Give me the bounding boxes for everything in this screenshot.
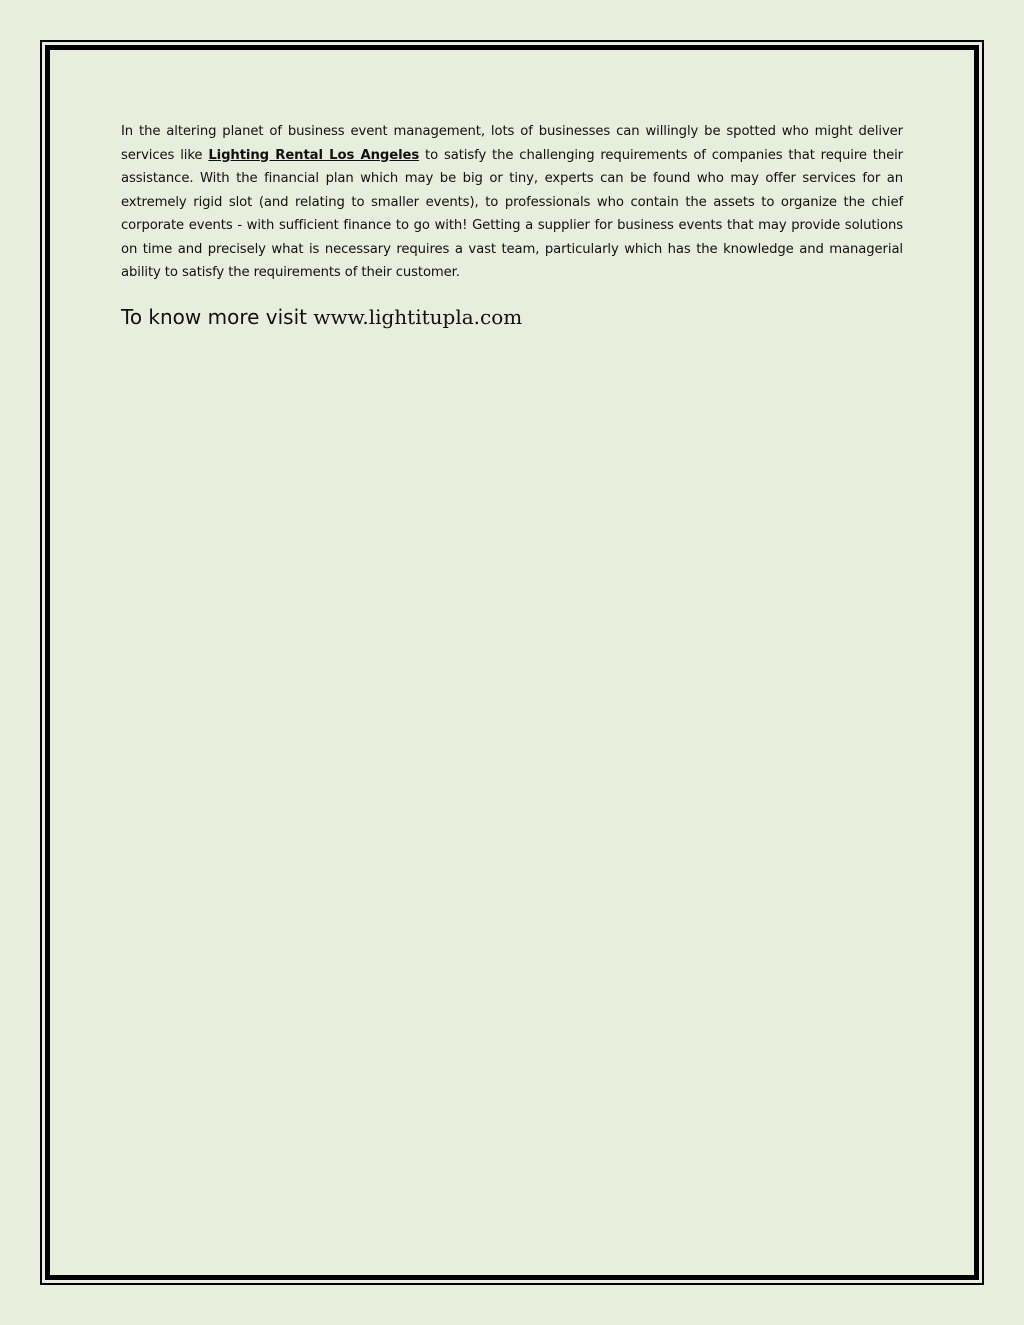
lighting-rental-link[interactable]: Lighting Rental Los Angeles bbox=[208, 147, 420, 163]
body-paragraph bbox=[121, 120, 903, 285]
paragraph-text-before-link: In the altering planet of business event management, lots of businesses can willingly be spotted who might deliver services like bbox=[121, 124, 903, 163]
visit-prefix: To know more visit bbox=[121, 304, 314, 329]
paragraph-text-after-link: to satisfy the challenging requirements of companies that require their assistance. With the financial plan which may be big or tiny, experts can be found who may offer services for an extremely rigid slot (and relating to smaller events), to professionals who contain the assets to organize the chief corporate events - with sufficient finance to go with! Getting a supplier for business events that may provide solutions on time and precisely what is necessary requires a vast team, particularly which has the knowledge and managerial ability to satisfy the requirements of their customer. bbox=[121, 147, 904, 280]
website-url: www.lightitupla.com bbox=[313, 304, 523, 329]
document-content bbox=[121, 120, 903, 331]
visit-line bbox=[121, 303, 903, 331]
